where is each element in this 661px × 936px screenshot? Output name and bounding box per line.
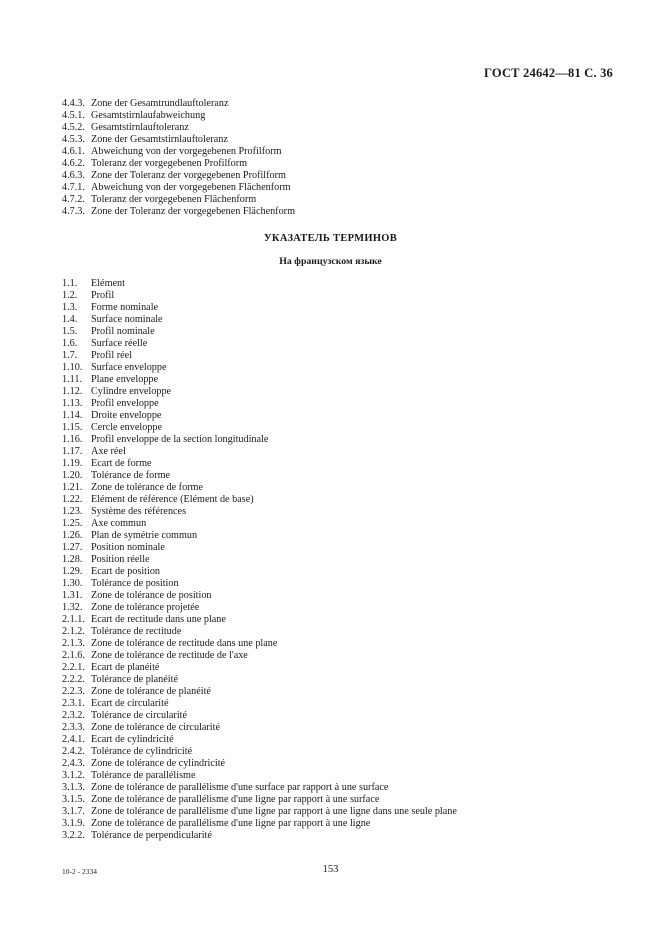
page-header: ГОСТ 24642—81 С. 36: [484, 66, 613, 80]
term-text: Gesamtstirnlaufabweichung: [91, 110, 206, 121]
term-number: 4.7.3.: [62, 206, 85, 217]
term-entry: [62, 122, 295, 134]
term-entry: [62, 650, 457, 662]
term-number: 1.28.: [62, 554, 83, 565]
term-entry: [62, 458, 457, 470]
term-entry: [62, 818, 457, 830]
term-entry: [62, 350, 457, 362]
term-entry: [62, 554, 457, 566]
term-entry: [62, 146, 295, 158]
term-number: 1.30.: [62, 578, 83, 589]
term-number: 2.1.1.: [62, 614, 85, 625]
page-number: 153: [322, 864, 339, 875]
term-entry: [62, 686, 457, 698]
term-number: 1.6.: [62, 338, 78, 349]
term-number: 4.5.2.: [62, 122, 85, 133]
term-entry: [62, 470, 457, 482]
term-entry: [62, 410, 457, 422]
term-text: Zone de tolérance de forme: [91, 482, 204, 493]
term-text: Profil enveloppe: [91, 398, 159, 409]
term-text: Zone de tolérance de cylindricité: [91, 758, 226, 769]
term-entry: [62, 374, 457, 386]
term-entry: [62, 710, 457, 722]
term-number: 1.31.: [62, 590, 83, 601]
term-text: Tolérance de position: [91, 578, 179, 589]
term-number: 2.4.1.: [62, 734, 85, 745]
term-entry: [62, 482, 457, 494]
term-entry: [62, 830, 457, 842]
term-text: Elément de référence (Elément de base): [91, 494, 254, 505]
term-text: Zone de tolérance de circularité: [91, 722, 220, 733]
term-number: 4.6.1.: [62, 146, 85, 157]
term-number: 1.3.: [62, 302, 78, 313]
term-number: 1.25.: [62, 518, 83, 529]
term-number: 4.4.3.: [62, 98, 85, 109]
term-number: 1.7.: [62, 350, 78, 361]
term-text: Zone de tolérance de parallélisme d'une surface par rapport à une surface: [91, 782, 389, 793]
term-entry: [62, 578, 457, 590]
term-entry: [62, 170, 295, 182]
term-entry: [62, 386, 457, 398]
term-entry: [62, 806, 457, 818]
term-text: Gesamtstirnlauftoleranz: [91, 122, 189, 133]
term-number: 4.7.2.: [62, 194, 85, 205]
term-text: Plane enveloppe: [91, 374, 159, 385]
term-text: Abweichung von der vorgegebenen Profilform: [91, 146, 282, 157]
term-number: 4.5.1.: [62, 110, 85, 121]
term-text: Zone der Toleranz der vorgegebenen Profilform: [91, 170, 286, 181]
term-text: Zone de tolérance de position: [91, 590, 212, 601]
term-text: Surface enveloppe: [91, 362, 167, 373]
term-text: Tolérance de planéité: [91, 674, 178, 685]
term-entry: [62, 698, 457, 710]
index-subtitle: На французском языке: [279, 256, 382, 267]
term-number: 2.1.2.: [62, 626, 85, 637]
term-text: Tolérance de forme: [91, 470, 171, 481]
term-entry: [62, 110, 295, 122]
term-text: Forme nominale: [91, 302, 159, 313]
term-entry: [62, 302, 457, 314]
term-entry: [62, 770, 457, 782]
index-title: УКАЗАТЕЛЬ ТЕРМИНОВ: [263, 233, 398, 244]
term-entry: [62, 98, 295, 110]
term-number: 1.16.: [62, 434, 83, 445]
term-entry: [62, 638, 457, 650]
term-number: 2.1.3.: [62, 638, 85, 649]
term-text: Droite enveloppe: [91, 410, 162, 421]
term-number: 2.4.3.: [62, 758, 85, 769]
term-entry: [62, 206, 295, 218]
term-number: 3.1.3.: [62, 782, 85, 793]
term-entry: [62, 734, 457, 746]
term-entry: [62, 134, 295, 146]
term-entry: [62, 506, 457, 518]
term-text: Profil réel: [91, 350, 133, 361]
term-entry: [62, 362, 457, 374]
term-text: Axe réel: [91, 446, 126, 457]
term-entry: [62, 746, 457, 758]
term-text: Surface réelle: [91, 338, 148, 349]
term-number: 1.5.: [62, 326, 78, 337]
term-entry: [62, 602, 457, 614]
term-number: 1.32.: [62, 602, 83, 613]
term-text: Profil: [91, 290, 115, 301]
term-number: 2.2.2.: [62, 674, 85, 685]
term-text: Zone der Gesamtstirnlauftoleranz: [91, 134, 228, 145]
term-text: Profil nominale: [91, 326, 155, 337]
term-text: Cylindre enveloppe: [91, 386, 172, 397]
term-entry: [62, 590, 457, 602]
term-text: Zone de tolérance de parallélisme d'une ligne par rapport à une ligne: [91, 818, 371, 829]
french-term-list: [62, 278, 457, 842]
term-entry: [62, 530, 457, 542]
term-number: 1.1.: [62, 278, 78, 289]
term-text: Ecart de circularité: [91, 698, 169, 709]
term-number: 1.27.: [62, 542, 83, 553]
term-number: 3.1.5.: [62, 794, 85, 805]
term-text: Ecart de cylindricité: [91, 734, 174, 745]
term-text: Zone de tolérance projetée: [91, 602, 200, 613]
term-text: Profil enveloppe de la section longitudinale: [91, 434, 269, 445]
term-entry: [62, 290, 457, 302]
term-text: Zone de tolérance de parallélisme d'une ligne par rapport à une surface: [91, 794, 380, 805]
term-entry: [62, 758, 457, 770]
term-entry: [62, 722, 457, 734]
term-number: 1.26.: [62, 530, 83, 541]
term-entry: [62, 542, 457, 554]
term-number: 3.1.7.: [62, 806, 85, 817]
term-text: Système des références: [91, 506, 187, 517]
term-entry: [62, 674, 457, 686]
term-text: Zone der Gesamtrundlauftoleranz: [91, 98, 229, 109]
term-number: 1.20.: [62, 470, 83, 481]
term-entry: [62, 662, 457, 674]
term-number: 3.1.2.: [62, 770, 85, 781]
term-text: Ecart de position: [91, 566, 161, 577]
term-text: Position réelle: [91, 554, 150, 565]
term-text: Tolérance de rectitude: [91, 626, 182, 637]
term-number: 1.2.: [62, 290, 78, 301]
term-number: 3.1.9.: [62, 818, 85, 829]
term-entry: [62, 794, 457, 806]
term-entry: [62, 626, 457, 638]
term-entry: [62, 314, 457, 326]
term-number: 2.3.2.: [62, 710, 85, 721]
term-text: Ecart de planéité: [91, 662, 160, 673]
term-entry: [62, 182, 295, 194]
term-entry: [62, 434, 457, 446]
term-entry: [62, 338, 457, 350]
term-number: 4.7.1.: [62, 182, 85, 193]
term-text: Ecart de rectitude dans une plane: [91, 614, 226, 625]
term-text: Tolérance de perpendicularité: [91, 830, 212, 841]
term-entry: [62, 782, 457, 794]
term-number: 2.4.2.: [62, 746, 85, 757]
term-entry: [62, 518, 457, 530]
term-number: 2.2.3.: [62, 686, 85, 697]
term-text: Tolérance de cylindricité: [91, 746, 193, 757]
term-number: 2.3.3.: [62, 722, 85, 733]
term-number: 2.1.6.: [62, 650, 85, 661]
term-text: Elément: [91, 278, 125, 289]
term-entry: [62, 566, 457, 578]
term-text: Axe commun: [91, 518, 147, 529]
term-number: 1.4.: [62, 314, 78, 325]
term-number: 1.19.: [62, 458, 83, 469]
term-number: 1.12.: [62, 386, 83, 397]
term-number: 1.13.: [62, 398, 83, 409]
term-number: 4.6.3.: [62, 170, 85, 181]
term-text: Plan de symétrie commun: [91, 530, 198, 541]
term-number: 1.21.: [62, 482, 83, 493]
term-text: Position nominale: [91, 542, 165, 553]
term-text: Zone de tolérance de planéité: [91, 686, 211, 697]
term-number: 4.6.2.: [62, 158, 85, 169]
term-entry: [62, 158, 295, 170]
term-number: 1.17.: [62, 446, 83, 457]
term-text: Ecart de forme: [91, 458, 152, 469]
term-number: 2.2.1.: [62, 662, 85, 673]
term-number: 3.2.2.: [62, 830, 85, 841]
term-number: 1.29.: [62, 566, 83, 577]
term-text: Zone de tolérance de parallélisme d'une ligne par rapport à une ligne dans une seule plane: [91, 806, 457, 817]
term-entry: [62, 326, 457, 338]
term-entry: [62, 446, 457, 458]
term-text: Zone der Toleranz der vorgegebenen Flächenform: [91, 206, 295, 217]
term-text: Zone de tolérance de rectitude dans une plane: [91, 638, 278, 649]
term-number: 1.23.: [62, 506, 83, 517]
term-entry: [62, 614, 457, 626]
term-text: Surface nominale: [91, 314, 163, 325]
term-number: 4.5.3.: [62, 134, 85, 145]
german-term-list: [62, 98, 295, 218]
term-entry: [62, 398, 457, 410]
term-number: 1.15.: [62, 422, 83, 433]
term-text: Tolérance de circularité: [91, 710, 188, 721]
term-text: Toleranz der vorgegebenen Flächenform: [91, 194, 257, 205]
term-number: 1.14.: [62, 410, 83, 421]
term-entry: [62, 278, 457, 290]
term-number: 1.22.: [62, 494, 83, 505]
term-number: 1.11.: [62, 374, 82, 385]
term-text: Toleranz der vorgegebenen Profilform: [91, 158, 248, 169]
term-number: 2.3.1.: [62, 698, 85, 709]
term-entry: [62, 194, 295, 206]
term-text: Tolérance de parallélisme: [91, 770, 196, 781]
term-number: 1.10.: [62, 362, 83, 373]
term-text: Abweichung von der vorgegebenen Flächenform: [91, 182, 291, 193]
term-text: Cercle enveloppe: [91, 422, 162, 433]
term-text: Zone de tolérance de rectitude de l'axe: [91, 650, 248, 661]
print-code: 10-2 - 2334: [62, 867, 97, 876]
term-entry: [62, 494, 457, 506]
term-entry: [62, 422, 457, 434]
